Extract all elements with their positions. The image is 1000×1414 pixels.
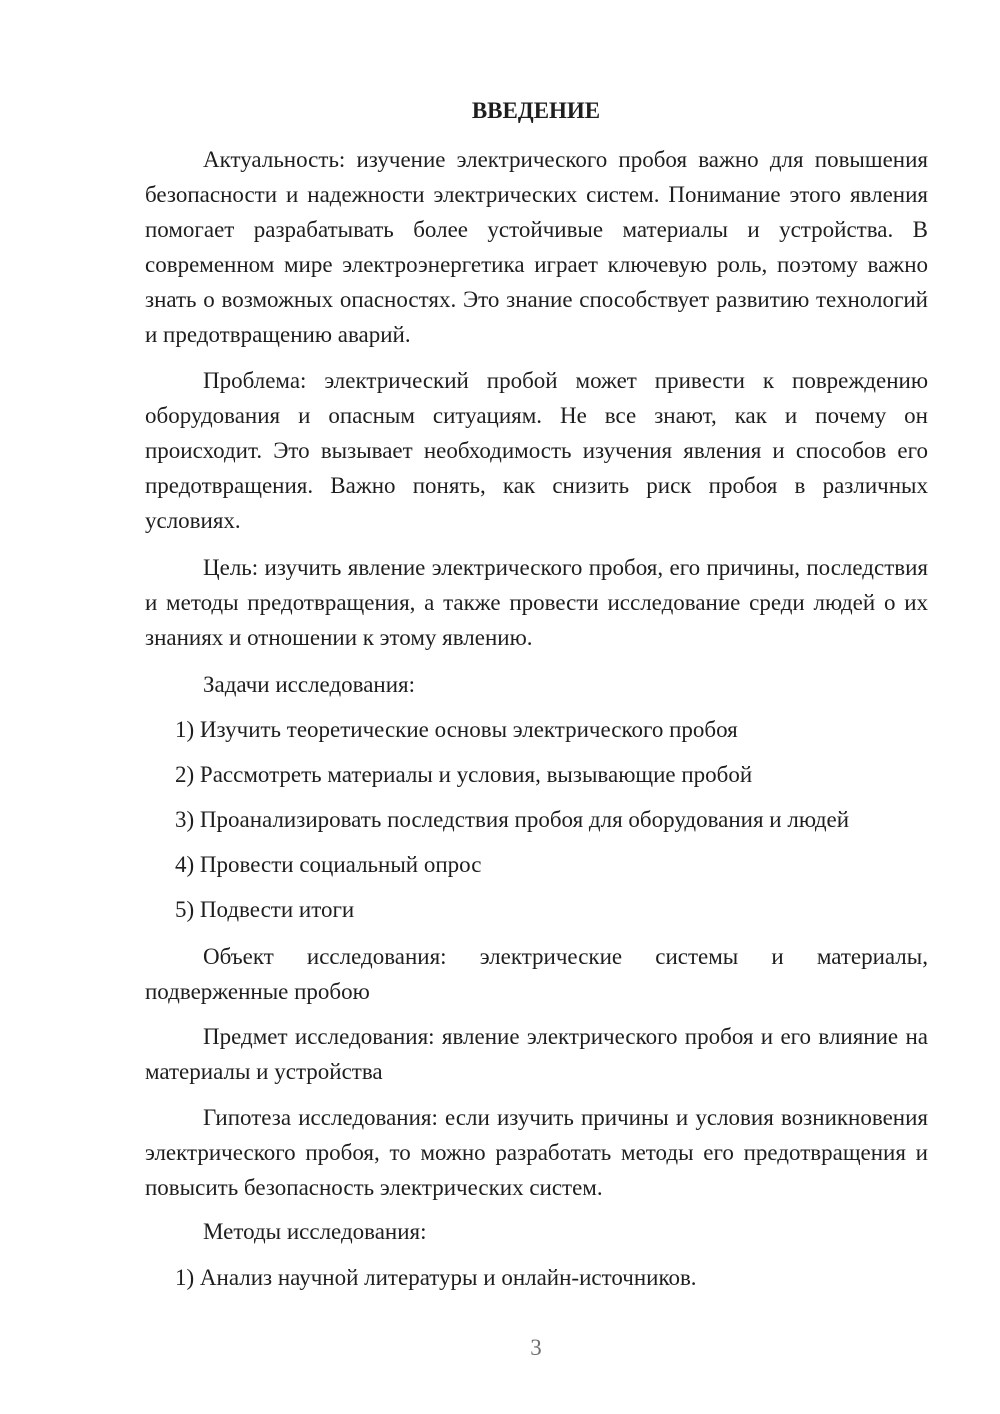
- task-item: 4) Провести социальный опрос: [175, 852, 482, 877]
- hypothesis-paragraph: Гипотеза исследования: если изучить причины и условия возникновения электрического пробоя, то можно разработать методы его предотвращения и повысить безопасность электрических систем.: [145, 1105, 928, 1200]
- task-item: 3) Проанализировать последствия пробоя для оборудования и людей: [175, 807, 850, 832]
- method-item: 1) Анализ научной литературы и онлайн-источников.: [175, 1265, 697, 1290]
- subject-paragraph: Предмет исследования: явление электрического пробоя и его влияние на материалы и устройства: [145, 1024, 928, 1084]
- task-item: 1) Изучить теоретические основы электрического пробоя: [175, 717, 738, 742]
- page-title: ВВЕДЕНИЕ: [471, 98, 601, 123]
- task-item: 5) Подвести итоги: [175, 897, 355, 922]
- page-number: 3: [530, 1335, 542, 1360]
- relevance-paragraph: Актуальность: изучение электрического пробоя важно для повышения безопасности и надежности электрических систем. Понимание этого явления помогает разрабатывать более устойчивые материалы и устройства. В современном мире электроэнергетика играет ключевую роль, поэтому важно знать о возможных опасностях. Это знание способствует развитию технологий и предотвращению аварий.: [145, 147, 928, 347]
- task-item: 2) Рассмотреть материалы и условия, вызывающие пробой: [175, 762, 753, 787]
- goal-paragraph: Цель: изучить явление электрического пробоя, его причины, последствия и методы предотвращения, а также провести исследование среди людей о их знаниях и отношении к этому явлению.: [145, 555, 928, 650]
- tasks-heading: Задачи исследования:: [203, 672, 416, 697]
- object-paragraph: Объект исследования: электрические системы и материалы, подверженные пробою: [145, 944, 928, 1004]
- methods-heading: Методы исследования:: [203, 1219, 427, 1244]
- problem-paragraph: Проблема: электрический пробой может привести к повреждению оборудования и опасным ситуациям. Не все знают, как и почему он происходит. Это вызывает необходимость изучения явления и способов его предотвращения. Важно понять, как снизить риск пробоя в различных условиях.: [145, 368, 928, 533]
